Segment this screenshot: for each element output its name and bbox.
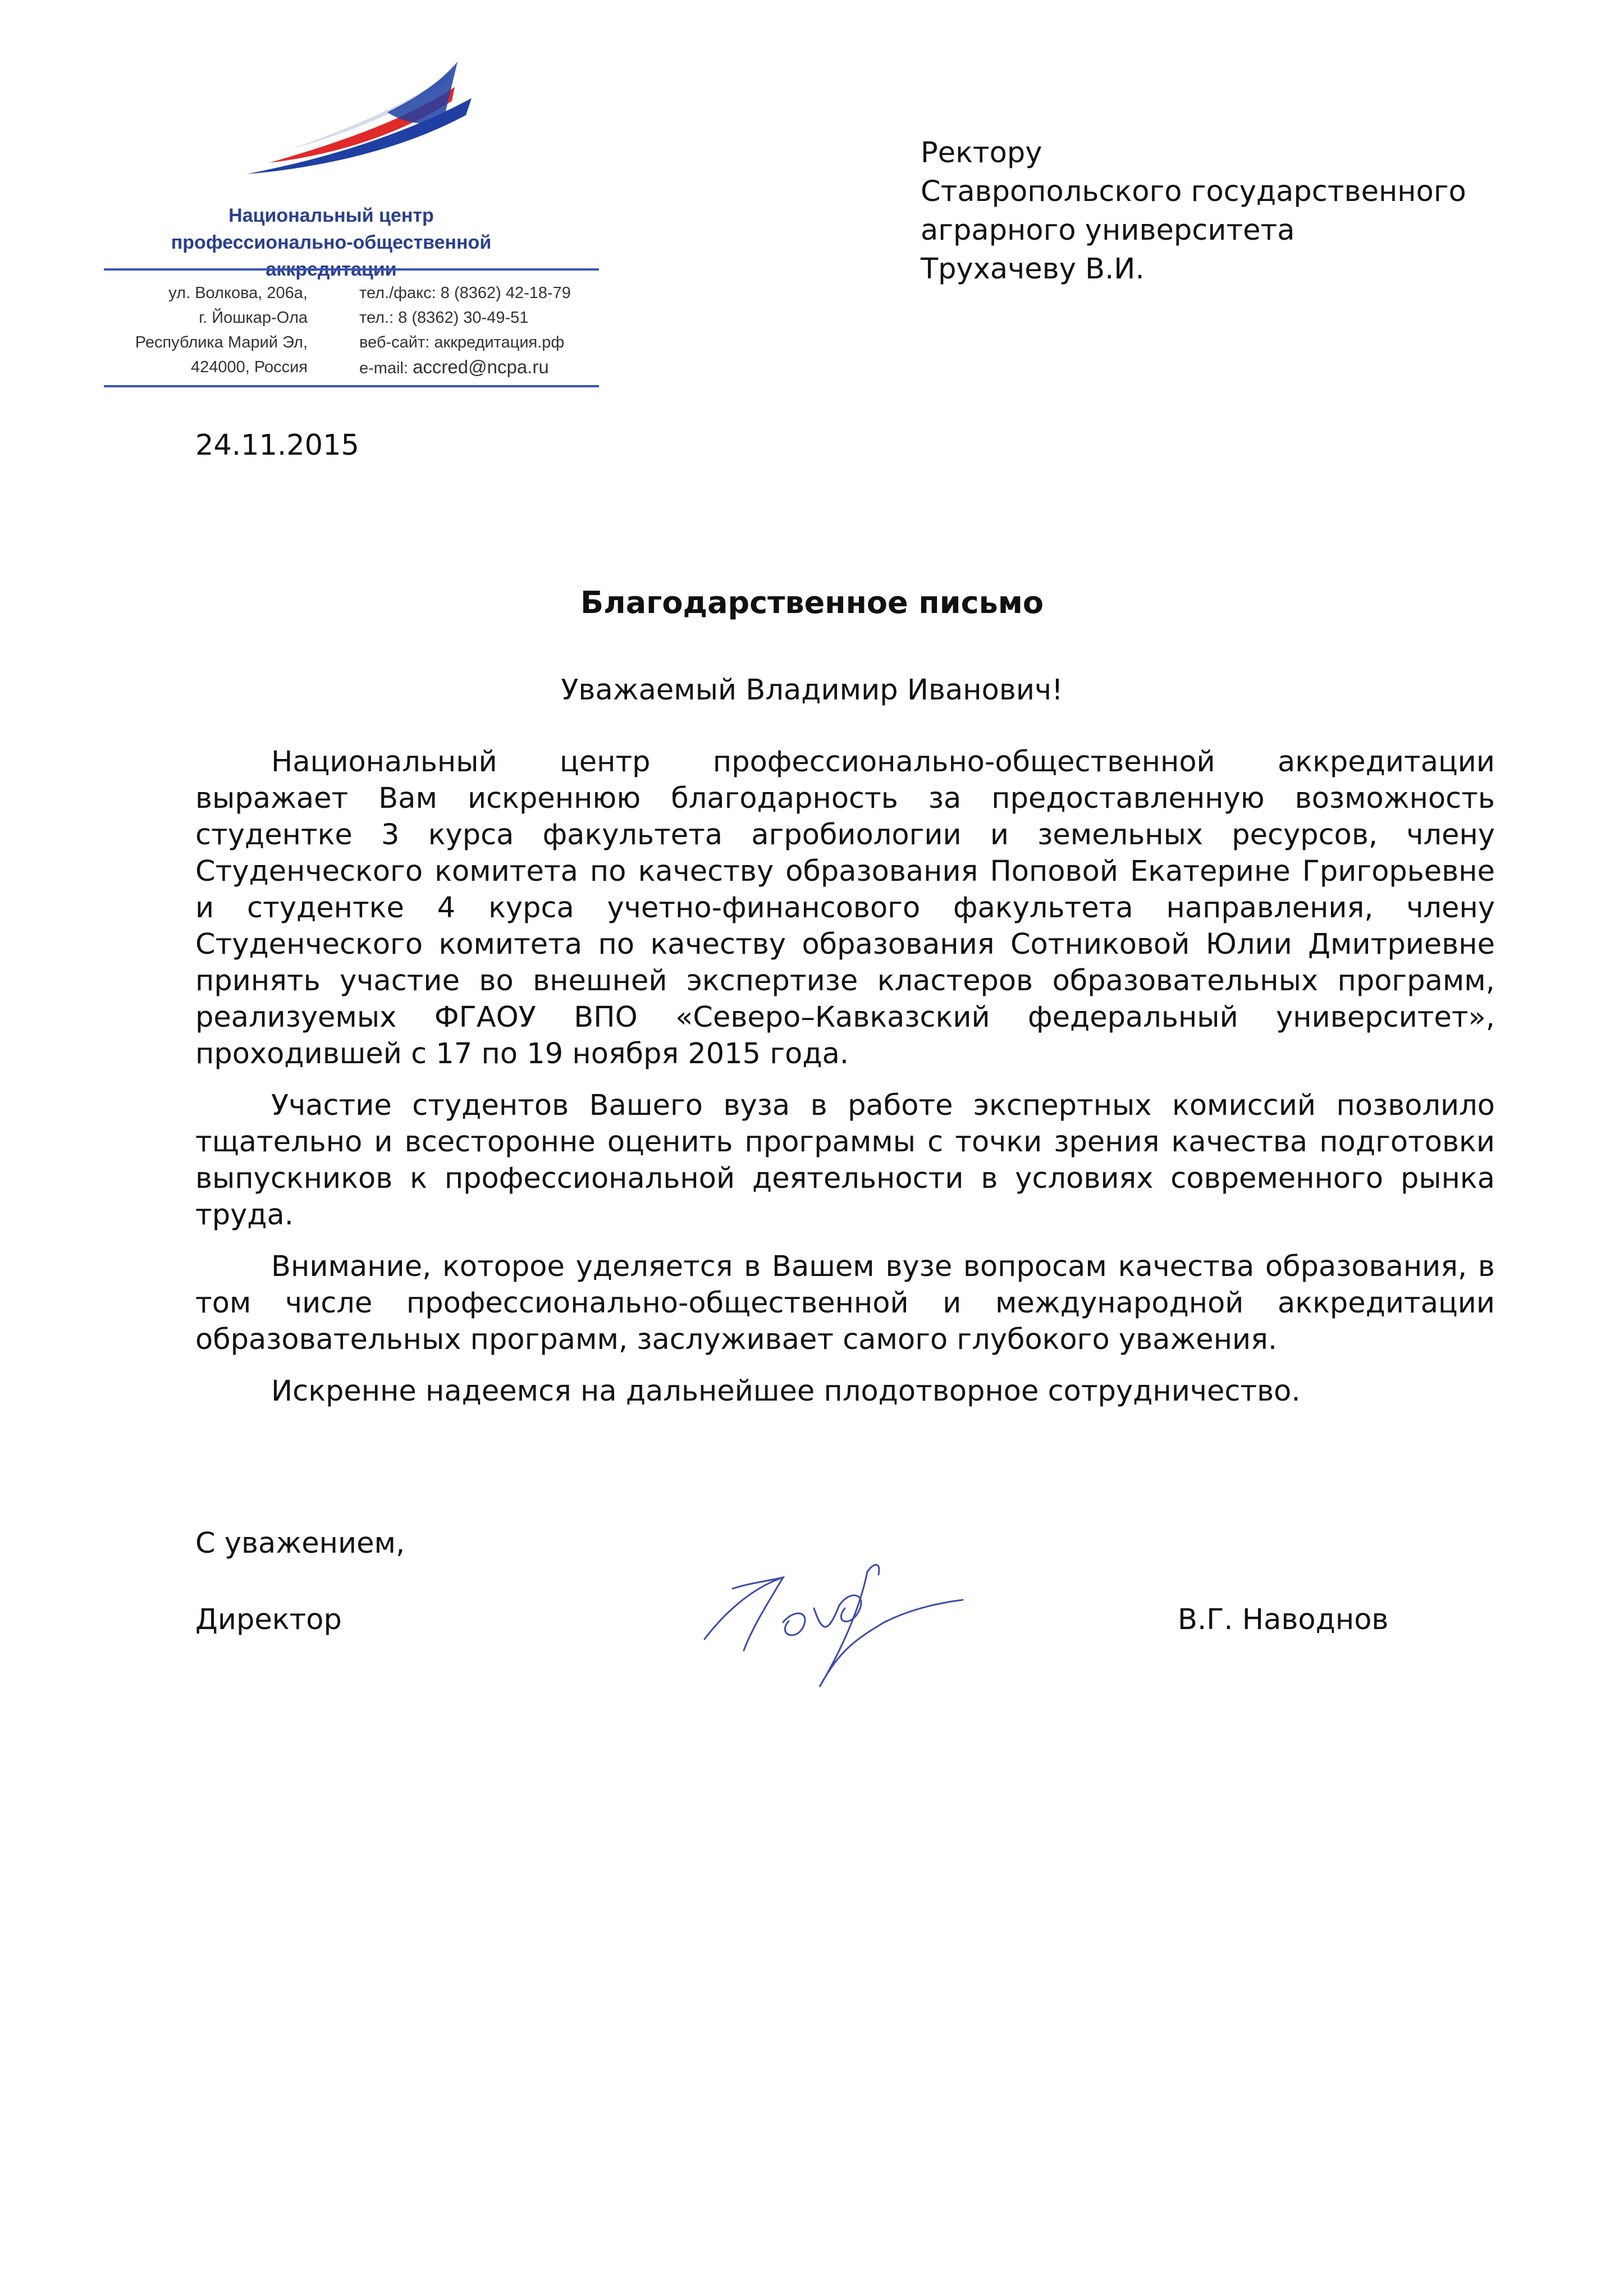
ncpa-logo-icon (202, 59, 483, 180)
signer-position: Директор (195, 1603, 342, 1636)
addressee-line: Ставропольского государственного (921, 175, 1466, 208)
body-paragraph: Внимание, которое уделяется в Вашем вузе вопросам качества образования, в том числе профессионально-общественной и международной аккредитации образовательных программ, заслуживает самого глубокого уважения. (195, 1250, 1495, 1356)
salutation: Уважаемый Владимир Иванович! (561, 674, 1063, 707)
addressee-line: Трухачеву В.И. (921, 253, 1145, 286)
address-line: ул. Волкова, 206а, (168, 284, 308, 302)
letterhead-divider-bottom (104, 385, 599, 387)
body-paragraph: Искренне надеемся на дальнейшее плодотворное сотрудничество. (271, 1375, 1301, 1408)
org-name-line: Национальный центр (228, 205, 434, 226)
letter-title: Благодарственное письмо (580, 585, 1044, 620)
signer-name: В.Г. Наводнов (1178, 1603, 1389, 1636)
closing-regards: С уважением, (195, 1527, 405, 1560)
addressee-line: аграрного университета (921, 214, 1295, 247)
addressee-line: Ректору (921, 136, 1042, 170)
phone-fax: тел./факс: 8 (8362) 42-18-79 (359, 284, 571, 302)
organization-contacts (359, 281, 601, 381)
org-name-line: аккредитации (266, 259, 397, 280)
address-line: 424000, Россия (191, 358, 308, 376)
organization-address (115, 281, 308, 379)
email-label: e-mail: (359, 359, 413, 377)
letter-date: 24.11.2015 (195, 429, 360, 462)
address-line: Республика Марий Эл, (135, 333, 308, 351)
phone: тел.: 8 (8362) 30-49-51 (359, 309, 529, 327)
body-paragraph: Национальный центр профессионально-общественной аккредитации выражает Вам искреннюю благодарность за предоставленную возможность студентке 3 курса факультета агробиологии и земельных ресурсов, члену Студенческого комитета по качеству образования Поповой Екатерине Григорьевне и студентке 4 курса учетно-финансового факультета направления, члену Студенческого комитета по качеству образования Сотниковой Юлии Дмитриевне принять участие во внешней экспертизе кластеров образовательных программ, реализуемых ФГАОУ ВПО «Северо–Кавказский федеральный университет», проходившей с 17 по 19 ноября 2015 года. (195, 745, 1495, 1071)
addressee-block (921, 134, 1583, 289)
org-name-line: профессионально-общественной (171, 232, 492, 253)
email-line (359, 355, 601, 381)
organization-name (163, 202, 500, 283)
handwritten-signature (699, 1555, 968, 1701)
body-paragraph: Участие студентов Вашего вуза в работе экспертных комиссий позволило тщательно и всесторонне оценить программы с точки зрения качества подготовки выпускников к профессиональной деятельности в условиях современного рынка труда. (195, 1089, 1495, 1232)
email-link[interactable]: accred@ncpa.ru (413, 356, 549, 377)
website-link[interactable]: веб-сайт: аккредитация.рф (359, 333, 565, 351)
address-line: г. Йошкар-Ола (199, 309, 308, 327)
letterhead-divider-top (104, 268, 599, 271)
letter-body (195, 744, 1495, 1425)
